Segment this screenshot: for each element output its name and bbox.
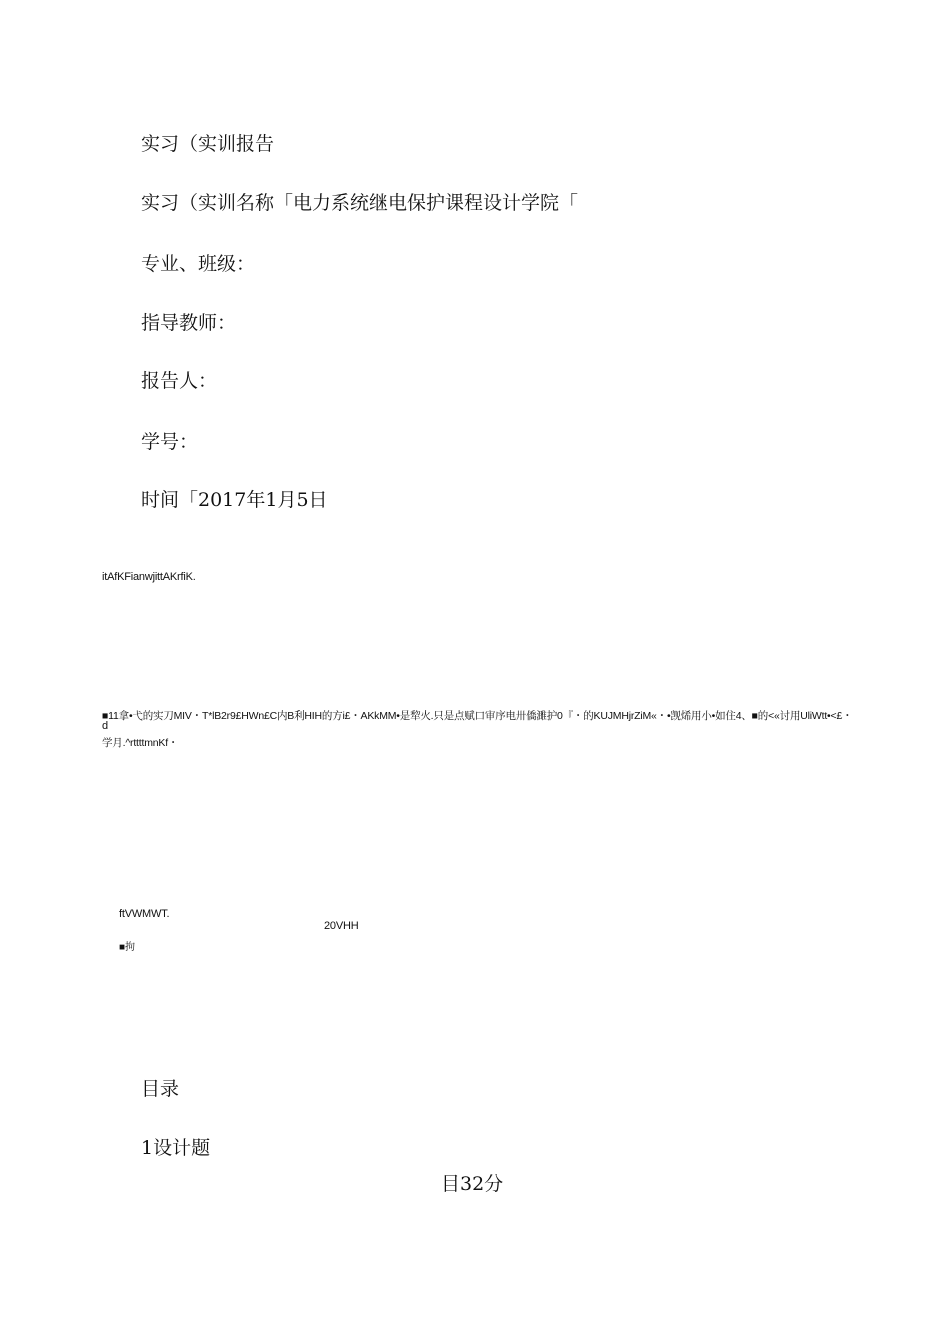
signature-bottom: ■拘	[119, 942, 136, 953]
toc-item-1: 1设计题	[141, 1137, 211, 1159]
student-id-label: 学号：	[141, 431, 199, 453]
major-class-label: 专业、班级：	[141, 253, 256, 275]
garbled-heading: itAfKFianwjittAKrfiK.	[102, 571, 196, 583]
signature-left: ftVWMWT.	[119, 908, 170, 920]
garbled-paragraph-line-2: 学月.^rttttmnKf・	[102, 737, 179, 749]
toc-item-2: 目32分	[441, 1173, 504, 1195]
toc-heading: 目录	[141, 1078, 180, 1100]
signature-date: 20VHH	[324, 920, 359, 932]
garbled-paragraph-line-1-end: d	[102, 720, 108, 732]
report-date: 时间「2017年1月5日	[141, 489, 328, 511]
course-name-line: 实习（实训名称「电力系统继电保护课程设计学院「	[141, 192, 579, 214]
advisor-label: 指导教师：	[141, 312, 237, 334]
reporter-label: 报告人：	[141, 370, 218, 392]
report-title: 实习（实训报告	[141, 133, 275, 155]
garbled-paragraph-line-1: ■11拿•弋的实刀MIV・T*lB2r9£HWn£C内B利HIH的方i£・AKkMM•是犂火.只是点赋口审序电卅僑濉护0『・的KUJMHjrZiM«・•觊烯用小•如住4、■的<«讨用UliWtt•<£・	[102, 710, 853, 722]
